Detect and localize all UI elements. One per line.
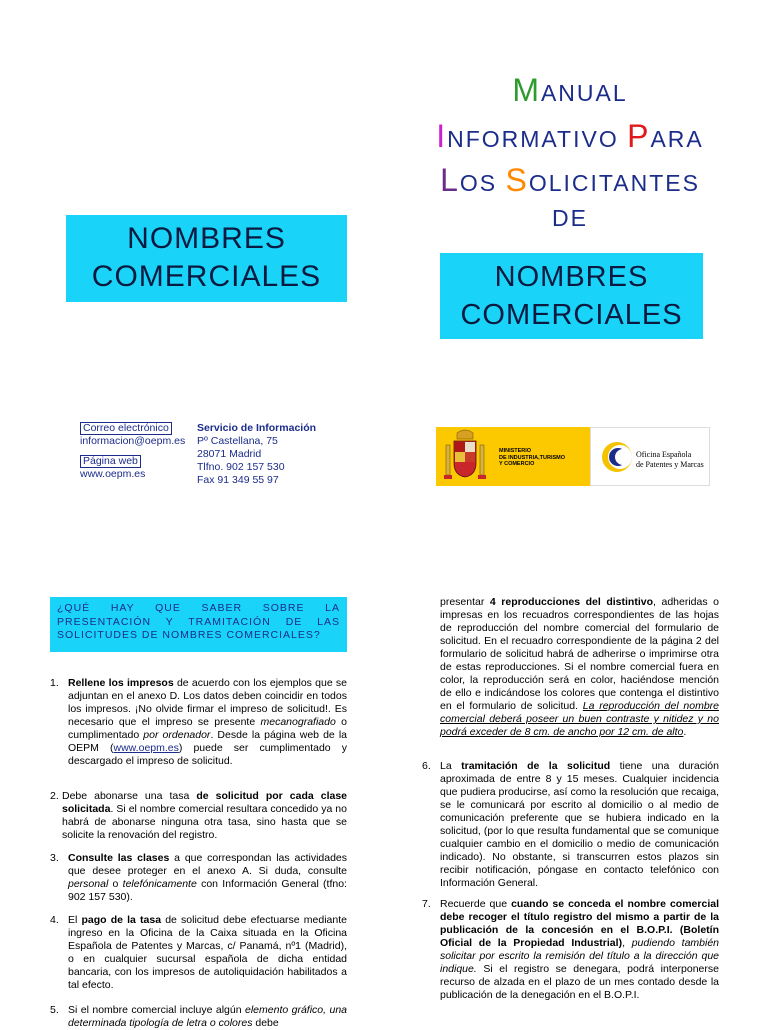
oepm-line: de Patentes y Marcas <box>636 460 704 469</box>
manual-title-line4 <box>420 205 720 232</box>
ministry-name <box>499 448 565 468</box>
question-box: ¿QUÉ HAY QUE SABER SOBRE LA PRESENTACIÓN Y TRAMITACIÓN DE LAS SOLICITUDES DE NOMBRES COMERCIALES? <box>50 597 347 652</box>
item-text: El <box>68 914 82 926</box>
title-rest: DE <box>552 205 588 231</box>
title-rest: ARA <box>650 126 704 152</box>
address-line2: 28071 Madrid <box>197 448 262 460</box>
title-box-right-line1: NOMBRES <box>494 261 649 293</box>
item-italic: personal <box>68 878 109 890</box>
item-number: 5. <box>50 1004 59 1016</box>
ministry-logo <box>436 427 590 486</box>
title-rest: ANUAL <box>540 80 628 106</box>
item-bold: 4 reproducciones del distintivo <box>489 596 654 608</box>
address-line1: Pº Castellana, 75 <box>197 435 278 447</box>
title-cap: S <box>505 162 529 198</box>
item-text: con Información General (tfno: 902 157 530). <box>68 878 347 903</box>
web-label: Página web <box>80 455 141 468</box>
item-bold: cuando se conceda el nombre comercial debe recoger el título registro del mismo a partir de la publicación de la concesión en el B.O.P.I. (Boletín Oficial de la Propiedad Industrial) <box>440 898 719 949</box>
title-rest: OLICITANTES <box>528 170 700 196</box>
ministry-line: MINISTERIO <box>499 448 532 454</box>
title-rest: NFORMATIVO <box>447 126 628 152</box>
list-item-3 <box>50 852 347 904</box>
item-text: tiene una duración aproximada de entre 8 y 15 meses. Cualquier incidencia que pudiera producirse, así como la resolución que recaiga, se le comunicará por escrito al domicilio o al medio de comunicación preferente que se hubiera indicado en la solicitud, (por lo que resulta fundamental que se comunique cualquier cambio en el domicilio o medio de comunicación indicado). No obstante, si transcurren estos plazos sin recibir notificación, póngase en contacto telefónico con Información General. <box>440 760 719 889</box>
item-number: 7. <box>422 898 431 910</box>
item-text: a que correspondan las actividades que desee proteger en el anexo A. Si duda, consulte <box>68 852 348 877</box>
ministry-line: Y COMERCIO <box>499 461 535 467</box>
manual-title-line3 <box>420 162 720 199</box>
item-text: presentar <box>440 596 490 608</box>
item-number: 2. <box>50 790 59 802</box>
title-box-left-line1: NOMBRES <box>127 222 286 255</box>
oepm-website-link[interactable]: www.oepm.es <box>113 742 179 754</box>
title-box-left <box>66 215 347 302</box>
item-text: Si el nombre comercial incluye algún <box>68 1004 245 1016</box>
email-label: Correo electrónico <box>80 422 172 435</box>
item-text: , <box>622 937 632 949</box>
title-rest: OS <box>459 170 506 196</box>
item-bold: Rellene los impresos <box>68 677 174 689</box>
item-number: 1. <box>50 677 59 689</box>
item-italic: pudiendo también solicitar por escrito la remisión del título a la dirección que indique. <box>440 937 720 975</box>
service-title: Servicio de Información <box>197 422 317 434</box>
item-text: o <box>108 878 123 890</box>
item-text: La <box>440 760 462 772</box>
item-text: . Desde la página web de la OEPM ( <box>68 729 348 754</box>
ministry-line: DE INDUSTRIA,TURISMO <box>499 454 565 461</box>
contact-left <box>80 422 190 481</box>
item-text: ) puede ser cumplimentado y descargado el impreso de solicitud. <box>68 742 347 767</box>
item-text: Recuerde que <box>440 898 512 910</box>
fax-number: Fax 91 349 55 97 <box>197 474 279 486</box>
list-item-5 <box>50 1004 347 1030</box>
list-item-2 <box>50 790 347 842</box>
manual-title-line1 <box>420 72 720 109</box>
item-text: . Si el nombre comercial resultara concedido ya no habrá de abonarse ninguna otra tasa, sino hasta que se solicite la renovación del registro. <box>62 803 347 841</box>
item-number: 3. <box>50 852 59 864</box>
oepm-name <box>636 450 704 470</box>
item-bold: Consulte las clases <box>68 852 170 864</box>
contact-service <box>197 422 327 487</box>
oepm-emblem-icon <box>599 438 639 478</box>
item-italic: elemento gráfico, una determinada tipología de letra o colores <box>68 1004 348 1029</box>
item-number: 4. <box>50 914 59 926</box>
web-link[interactable]: www.oepm.es <box>80 468 146 480</box>
title-cap: L <box>440 162 460 198</box>
title-cap: P <box>627 118 651 154</box>
item-number: 6. <box>422 760 431 772</box>
item-underlined: La reproducción del nombre comercial deberá poseer un buen contraste y nitidez y no podrá exceder de 8 cm. de ancho por 12 cm. de alto <box>440 700 720 738</box>
item-text: o cumplimentado <box>68 716 347 741</box>
item-italic: por ordenador <box>143 729 211 741</box>
title-box-left-line2: COMERCIALES <box>91 260 322 293</box>
item-bold: pago de la tasa <box>81 914 162 926</box>
item-text: , adheridas o impresas en los recuadros correspondientes de las hojas de reproducción del nombre comercial del formulario de solicitud. En el recuadro correspondiente de la página 2 del formulario de solicitud habrá de adherirse o imprimirse otra de estas reproducciones. Si el nombre comercial fuera en color, la reproducción será en color, haciéndose mención de ello e indicándose los colores que contenga el distintivo en el formulario de solicitud. <box>440 596 720 712</box>
manual-title-line2 <box>420 118 720 155</box>
title-cap: I <box>436 118 448 154</box>
title-cap: M <box>512 72 541 108</box>
list-item-7 <box>422 898 719 1002</box>
item-text: debe <box>252 1017 279 1029</box>
title-box-right <box>440 253 703 339</box>
list-item-1 <box>50 677 347 768</box>
item-bold: tramitación de la solicitud <box>461 760 611 772</box>
item-text: de acuerdo con los ejemplos que se adjuntan en el anexo D. Los datos deben coincidir en todos los impresos. ¡No olvide firmar el impreso de solicitud!. Es necesario que el impreso se presente <box>68 677 348 728</box>
coat-of-arms-icon <box>436 427 496 486</box>
item-text: Si el registro se denegara, podrá interponerse recurso de alzada en el plazo de un mes contado desde la publicación de la denegación en el B.O.P.I. <box>440 963 719 1001</box>
item-text: de solicitud debe efectuarse mediante ingreso en la Oficina de la Caixa situada en la Oficina Española de Patentes y Marcas, c/ Panamá, nº1 (Madrid), o en cualquier sucursal española de dicha entidad bancaria, con los impresos de autoliquidación habilitados a tal efecto. <box>68 914 347 991</box>
oepm-logo <box>590 427 710 486</box>
oepm-line: Oficina Española <box>636 450 692 459</box>
phone-number: Tlfno. 902 157 530 <box>197 461 285 473</box>
title-box-right-line2: COMERCIALES <box>460 299 683 331</box>
item-bold: de solicitud por cada clase solicitada <box>62 790 348 815</box>
email-link[interactable]: informacion@oepm.es <box>80 435 186 447</box>
item-italic: mecanografiado <box>260 716 336 728</box>
list-item-6 <box>422 760 719 890</box>
item-text: . <box>683 726 687 738</box>
item-italic: telefónicamente <box>122 878 197 890</box>
item-text: Debe abonarse una tasa <box>62 790 197 802</box>
list-item-5-continued <box>440 596 719 739</box>
list-item-4 <box>50 914 347 992</box>
